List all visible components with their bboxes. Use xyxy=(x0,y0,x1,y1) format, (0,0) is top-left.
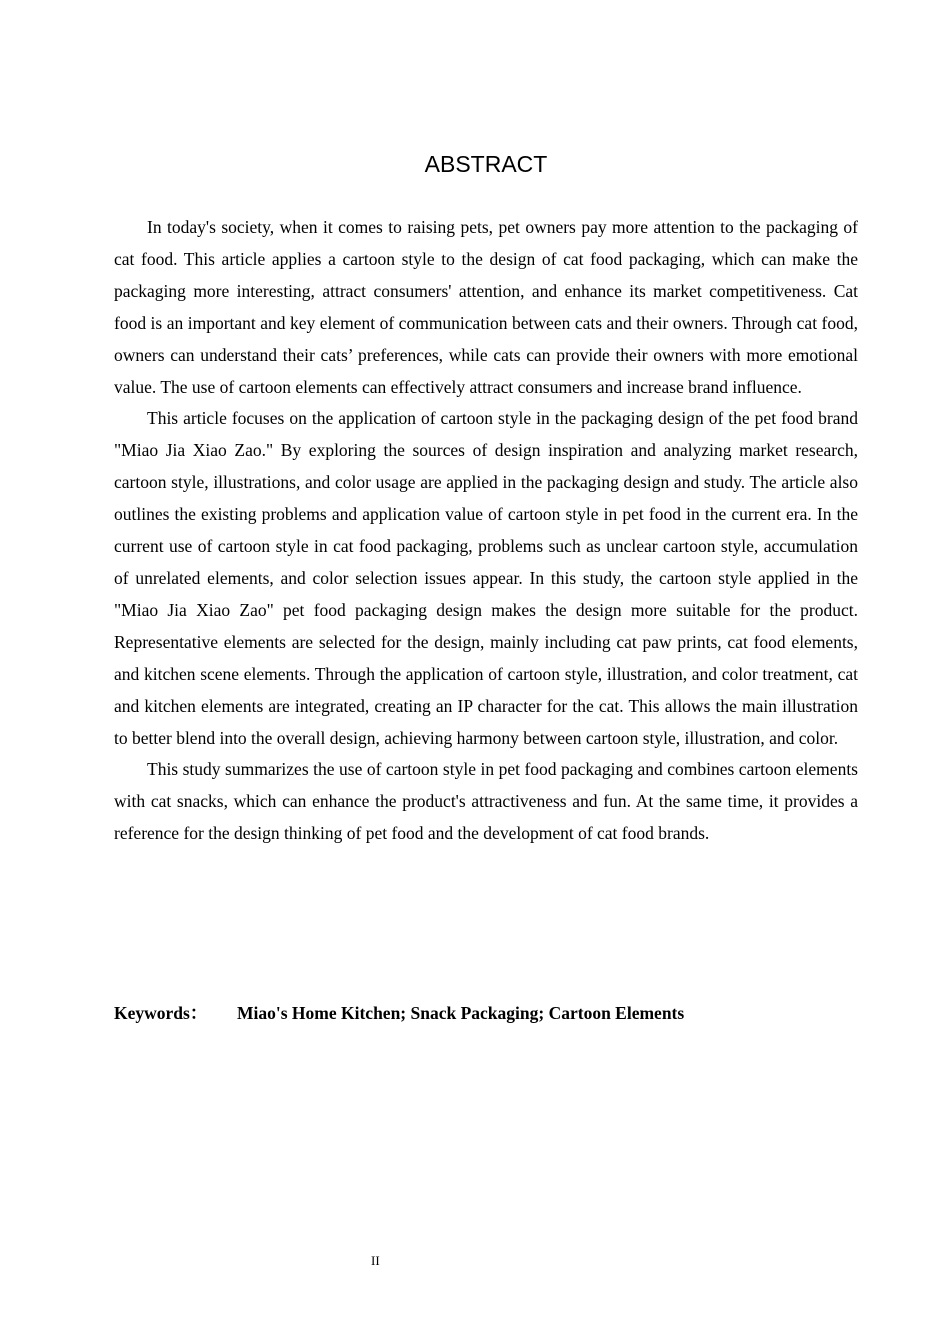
abstract-paragraph-3: This study summarizes the use of cartoon style in pet food packaging and combines cartoon elements with cat snacks, which can enhance the product's attractiveness and fun. At the same time, it provides a reference for the design thinking of pet food and the development of cat food brands. xyxy=(114,759,858,844)
keywords-value: Miao's Home Kitchen; Snack Packaging; Cartoon Elements xyxy=(237,1003,685,1023)
keywords-label: Keywords： xyxy=(114,1003,208,1023)
abstract-paragraph-2: This article focuses on the application of cartoon style in the packaging design of the pet food brand "Miao Jia Xiao Zao." By exploring the sources of design inspiration and analyzing market research, cartoon style, illustrations, and color usage are applied in the packaging design and study. The article also outlines the existing problems and application value of cartoon style in pet food in the current era. In the current use of cartoon style in cat food packaging, problems such as unclear cartoon style, accumulation of unrelated elements, and color selection issues appear. In this study, the cartoon style applied in the "Miao Jia Xiao Zao" pet food packaging design makes the design more suitable for the product. Representative elements are selected for the design, mainly including cat paw prints, cat food elements, and kitchen scene elements. Through the application of cartoon style, illustration, and color treatment, cat and kitchen elements are integrated, creating an IP character for the cat. This allows the main illustration to better blend into the overall design, achieving harmony between cartoon style, illustration, and color. xyxy=(114,408,858,748)
abstract-body xyxy=(114,212,858,850)
abstract-paragraph-1: In today's society, when it comes to raising pets, pet owners pay more attention to the packaging of cat food. This article applies a cartoon style to the design of cat food packaging, which can make the packaging more interesting, attract consumers' attention, and enhance its market competitiveness. Cat food is an important and key element of communication between cats and their owners. Through cat food, owners can understand their cats’ preferences, while cats can provide their owners with more emotional value. The use of cartoon elements can effectively attract consumers and increase brand influence. xyxy=(114,217,858,397)
keywords-line xyxy=(114,998,858,1028)
page-number: II xyxy=(371,1253,380,1268)
abstract-title: ABSTRACT xyxy=(424,151,548,177)
